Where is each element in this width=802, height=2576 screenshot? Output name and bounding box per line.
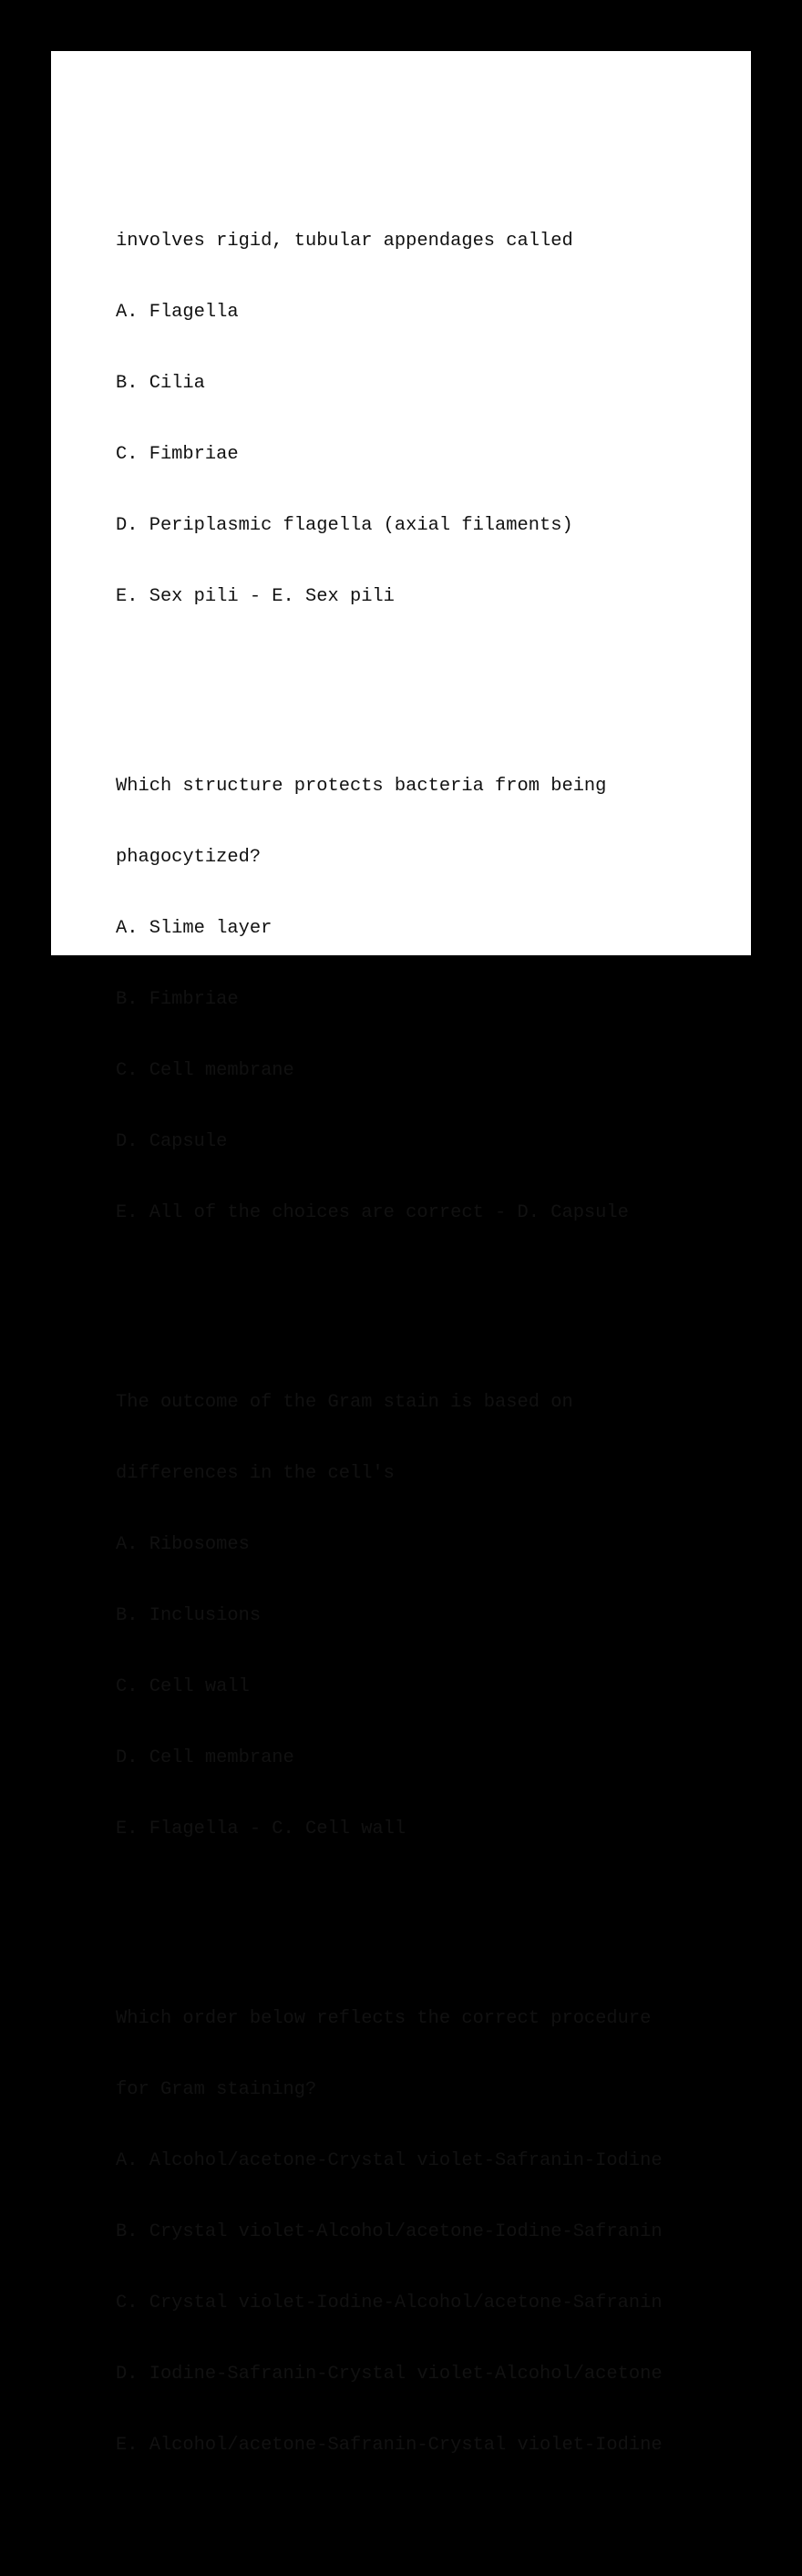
question-stem: involves rigid, tubular appendages called <box>116 231 573 252</box>
answer-option: C. Crystal violet-Iodine-Alcohol/acetone-Safranin <box>116 2293 663 2313</box>
question-2 <box>116 727 663 1273</box>
answer-option: E. Alcohol/acetone-Safranin-Crystal violet-Iodine <box>116 2435 663 2456</box>
answer-option: A. Slime layer <box>116 918 272 939</box>
answer-option: A. Ribosomes <box>116 1534 250 1555</box>
document-content <box>116 135 663 2576</box>
question-stem: Which order below reflects the correct procedure <box>116 2008 652 2029</box>
answer-option: B. Inclusions <box>116 1605 262 1626</box>
answer-option: E. Flagella - C. Cell wall <box>116 1819 406 1839</box>
question-3 <box>116 1344 663 1889</box>
question-stem: differences in the cell's <box>116 1463 395 1484</box>
answer-option: A. Alcohol/acetone-Crystal violet-Safranin-Iodine <box>116 2150 663 2171</box>
answer-option: D. Cell membrane <box>116 1747 294 1768</box>
answer-option: A. Flagella <box>116 302 239 323</box>
document-page <box>51 51 751 2456</box>
answer-option: C. Fimbriae <box>116 444 239 465</box>
answer-option: B. Fimbriae <box>116 989 239 1010</box>
question-stem: Which structure protects bacteria from being <box>116 776 607 797</box>
question-1 <box>116 182 663 656</box>
answer-option: E. Sex pili - E. Sex pili <box>116 586 395 607</box>
answer-option: B. Cilia <box>116 373 205 394</box>
answer-option: C. Cell membrane <box>116 1060 294 1081</box>
answer-option: C. Cell wall <box>116 1676 250 1697</box>
answer-option: D. Capsule <box>116 1131 228 1152</box>
question-stem: phagocytized? <box>116 847 262 868</box>
question-4 <box>116 1960 663 2505</box>
answer-option: D. Periplasmic flagella (axial filaments) <box>116 515 573 536</box>
answer-option: E. All of the choices are correct - D. Capsule <box>116 1202 629 1223</box>
question-stem: for Gram staining? <box>116 2079 317 2100</box>
question-stem: The outcome of the Gram stain is based on <box>116 1392 573 1413</box>
answer-option: D. Iodine-Safranin-Crystal violet-Alcohol/acetone <box>116 2364 663 2385</box>
answer-option: B. Crystal violet-Alcohol/acetone-Iodine-Safranin <box>116 2221 663 2242</box>
